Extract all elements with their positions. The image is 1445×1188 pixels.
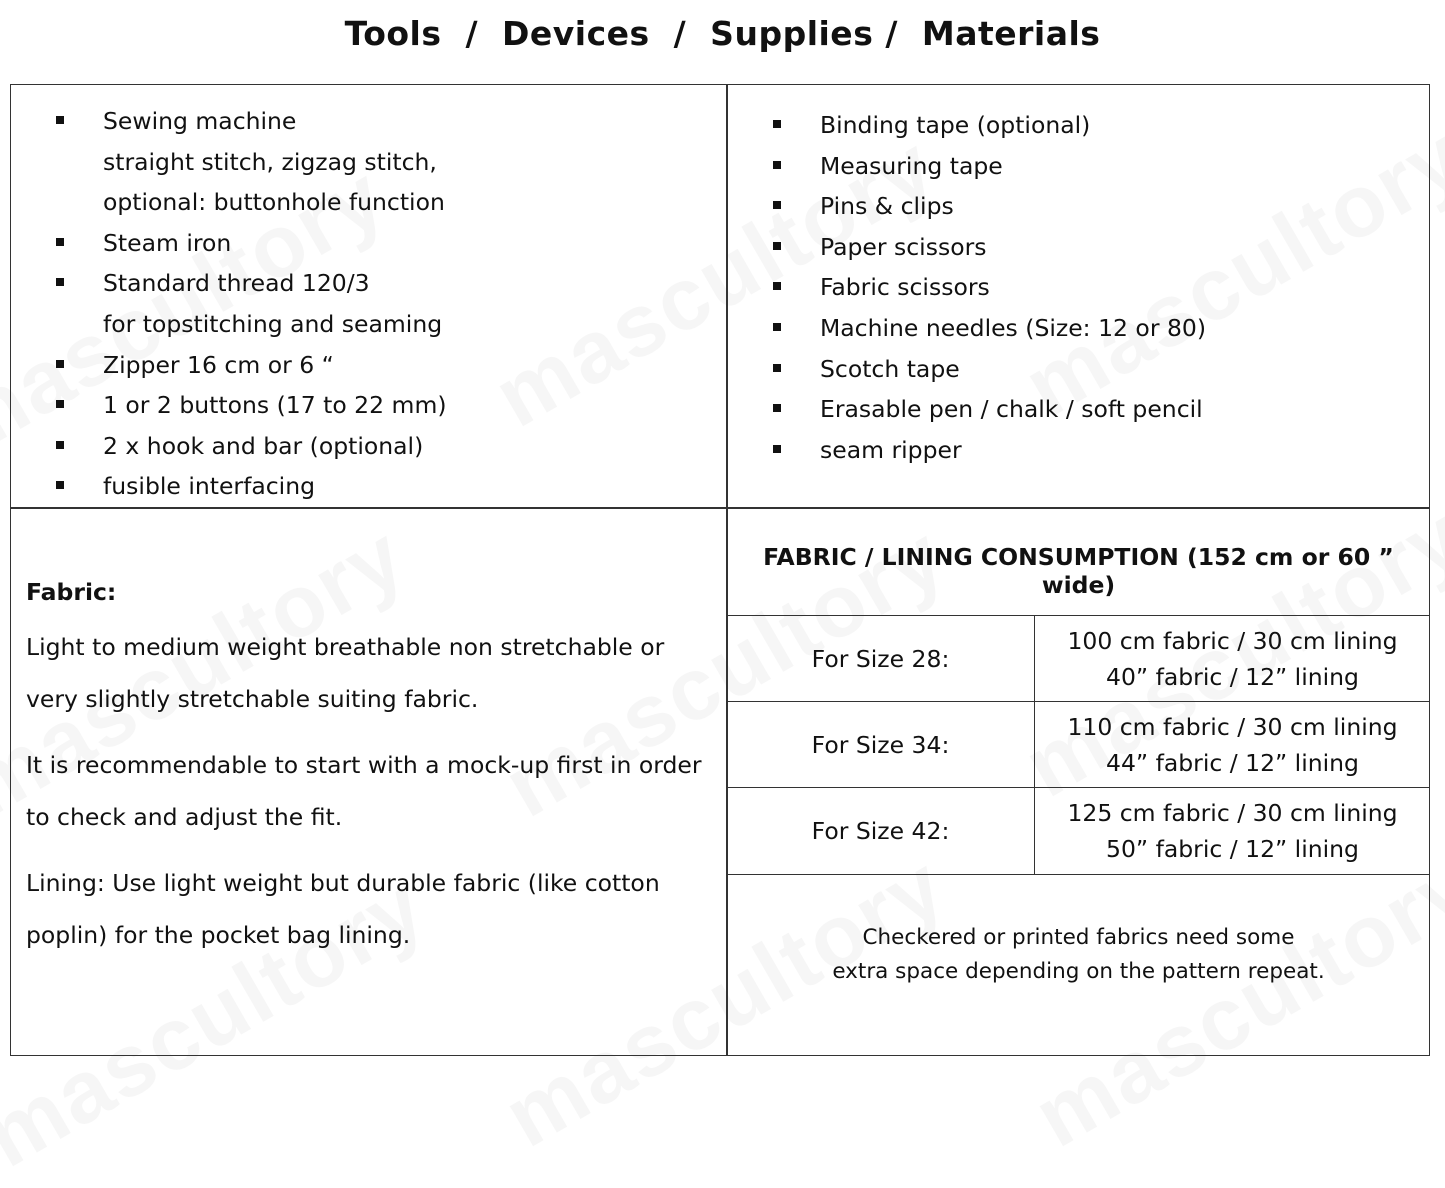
tool-label: Zipper 16 cm or 6 “ xyxy=(103,350,334,379)
row-divider xyxy=(11,507,1429,509)
tool-item xyxy=(11,345,711,386)
bullet-icon xyxy=(56,278,64,286)
amount-cell xyxy=(1035,616,1430,701)
amount-metric: 125 cm fabric / 30 cm lining xyxy=(1067,799,1398,827)
bullet-icon xyxy=(56,116,64,124)
amount-imperial: 44” fabric / 12” lining xyxy=(1106,748,1359,777)
bullet-icon xyxy=(56,238,64,246)
supply-label: Scotch tape xyxy=(820,354,960,383)
supply-item xyxy=(728,430,1428,471)
tool-detail: optional: buttonhole function xyxy=(103,188,445,217)
tool-item xyxy=(11,426,711,467)
supply-label: Paper scissors xyxy=(820,232,987,261)
bullet-icon xyxy=(773,323,781,331)
tool-detail: for topstitching and seaming xyxy=(103,309,443,338)
supplies-list xyxy=(728,105,1428,470)
supply-item xyxy=(728,146,1428,187)
consumption-title: FABRIC / LINING CONSUMPTION (152 cm or 60 ” wide) xyxy=(763,543,1394,599)
amount-cell xyxy=(1035,788,1430,874)
supply-label: Pins & clips xyxy=(820,192,954,221)
bullet-icon xyxy=(773,282,781,290)
supply-label: seam ripper xyxy=(820,435,962,464)
supply-label: Measuring tape xyxy=(820,151,1003,180)
supply-label: Fabric scissors xyxy=(820,273,990,302)
tool-item xyxy=(11,223,711,264)
consumption-table xyxy=(727,615,1430,887)
supply-label: Erasable pen / chalk / soft pencil xyxy=(820,395,1203,424)
tool-item xyxy=(11,466,711,507)
size-label: For Size 34: xyxy=(727,702,1035,787)
amount-imperial: 40” fabric / 12” lining xyxy=(1106,662,1359,691)
note-line: extra space depending on the pattern repeat. xyxy=(832,959,1325,984)
supply-item xyxy=(728,308,1428,349)
fabric-section xyxy=(26,575,716,975)
pattern-repeat-note xyxy=(728,921,1429,989)
tool-label: 1 or 2 buttons (17 to 22 mm) xyxy=(103,391,447,420)
consumption-row xyxy=(727,701,1430,787)
fabric-heading: Fabric: xyxy=(26,578,117,606)
fabric-description: Light to medium weight breathable non stretchable or very slightly stretchable suiting fabric. xyxy=(26,633,665,713)
tool-item xyxy=(11,263,711,344)
amount-cell xyxy=(1035,702,1430,787)
consumption-row xyxy=(727,615,1430,701)
bullet-icon xyxy=(773,445,781,453)
tool-label: fusible interfacing xyxy=(103,472,316,501)
bullet-icon xyxy=(773,242,781,250)
bullet-icon xyxy=(56,481,64,489)
supply-item xyxy=(728,349,1428,390)
tool-detail: straight stitch, zigzag stitch, xyxy=(103,147,437,176)
tool-item xyxy=(11,385,711,426)
bullet-icon xyxy=(56,400,64,408)
bullet-icon xyxy=(56,441,64,449)
note-line: Checkered or printed fabrics need some xyxy=(862,925,1295,950)
amount-metric: 110 cm fabric / 30 cm lining xyxy=(1067,712,1398,741)
supply-item xyxy=(728,267,1428,308)
supply-label: Machine needles (Size: 12 or 80) xyxy=(820,313,1207,342)
bullet-icon xyxy=(773,201,781,209)
tool-label: 2 x hook and bar (optional) xyxy=(103,431,424,460)
amount-metric: 100 cm fabric / 30 cm lining xyxy=(1067,626,1398,655)
tool-label: Standard thread 120/3 xyxy=(103,269,370,298)
fabric-mockup-note: It is recommendable to start with a mock-up first in order to check and adjust the fit. xyxy=(26,751,702,831)
bullet-icon xyxy=(773,404,781,412)
tools-list xyxy=(11,101,711,507)
size-label: For Size 42: xyxy=(727,788,1035,874)
bullet-icon xyxy=(773,161,781,169)
tool-label: Steam iron xyxy=(103,228,232,257)
supply-item xyxy=(728,186,1428,227)
bullet-icon xyxy=(773,120,781,128)
tool-label: Sewing machine xyxy=(103,107,297,135)
fabric-lining-note: Lining: Use light weight but durable fabric (like cotton poplin) for the pocket bag lining. xyxy=(26,869,660,949)
bullet-icon xyxy=(773,364,781,372)
tool-item xyxy=(11,101,711,223)
supply-item xyxy=(728,105,1428,146)
supply-item xyxy=(728,227,1428,268)
bullet-icon xyxy=(56,360,64,368)
size-label: For Size 28: xyxy=(727,616,1035,701)
consumption-row xyxy=(727,787,1430,875)
supply-label: Binding tape (optional) xyxy=(820,111,1091,139)
supply-item xyxy=(728,389,1428,430)
page-title: Tools / Devices / Supplies / Materials xyxy=(344,14,1101,53)
materials-table xyxy=(10,84,1430,1056)
amount-imperial: 50” fabric / 12” lining xyxy=(1106,835,1359,863)
